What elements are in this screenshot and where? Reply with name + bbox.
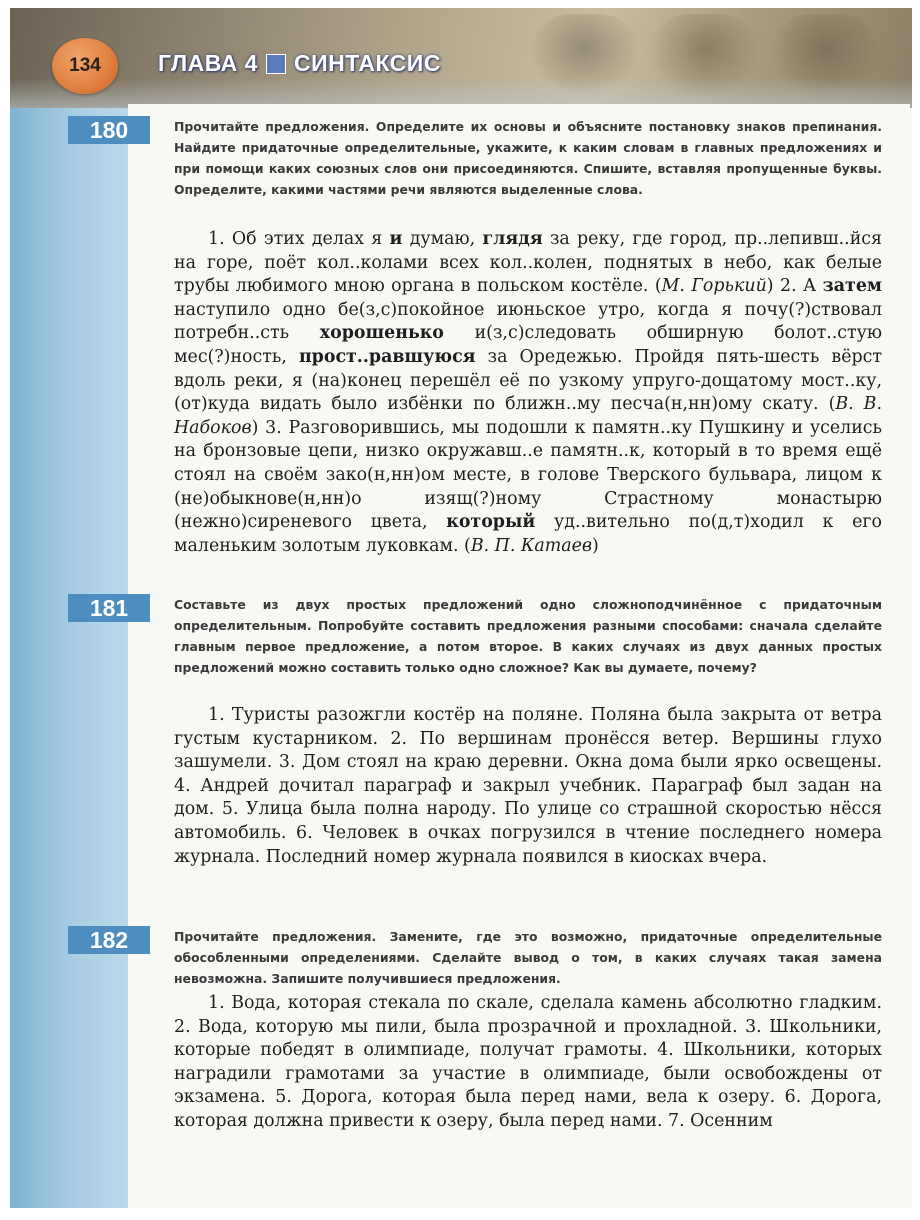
exercise-181-text: 1. Туристы разожгли костёр на поляне. Поляна была закрыта от ветра густым кустарником. 2. По вершинам пронёсся ветер. Вершины глухо зашумели. 3. Дом стоял на краю деревни. Окна дома были ярко освещены. 4. Андрей дочитал параграф и закрыл учебник. Параграф был задан на дом. 5. Улица была полна народу. По улице со страшной скоростью нёсся автомобиль. 6. Человек в очках погрузился в чтение последнего номера журнала. Последний номер журнала появился в киосках вчера. bbox=[174, 705, 882, 867]
header-band bbox=[10, 8, 912, 108]
section-label: СИНТАКСИС bbox=[293, 50, 441, 76]
exercise-number-181: 181 bbox=[68, 594, 150, 622]
header-sketch-illustration bbox=[530, 14, 640, 100]
square-bullet-icon bbox=[266, 54, 286, 74]
chapter-title bbox=[158, 50, 441, 77]
exercise-number-180: 180 bbox=[68, 116, 150, 144]
exercise-180-task: Прочитайте предложения. Определите их основы и объясните постановку знаков препинания. Найдите придаточные определительные, укажите, к каким словам в главных предложениях и при помощи каких союзных слов они присоединяются. Спишите, вставляя пропущенные буквы. Определите, какими частями речи являются выделенные слова. bbox=[174, 119, 882, 197]
header-sketch-illustration bbox=[650, 14, 760, 100]
exercise-182-task: Прочитайте предложения. Замените, где это возможно, придаточные определительные обособленными определениями. Сделайте вывод о том, в каких случаях такая замена невозможна. Запишите получившиеся предложения. bbox=[174, 929, 882, 986]
exercise-182-text: 1. Вода, которая стекала по скале, сделала камень абсолютно гладким. 2. Вода, которую мы пили, была прозрачной и прохладной. 3. Школьники, которые победят в олимпиаде, получат грамоты. 4. Школьники, которых наградили грамотами за участие в олимпиаде, были освобождены от экзамена. 5. Дорога, которая была перед нами, вела к озеру. 6. Дорога, которая должна привести к озеру, была перед нами. 7. Осенним bbox=[174, 993, 882, 1131]
header-sketch-illustration bbox=[770, 14, 880, 100]
exercise-181-task: Составьте из двух простых предложений одно сложноподчинённое с придаточным определительным. Попробуйте составить предложения разными способами: сначала сделайте главным первое предложение, а потом второе. В каких случаях из двух данных простых предложений можно составить только одно сложное? Как вы думаете, почему? bbox=[174, 597, 882, 675]
chapter-label: ГЛАВА 4 bbox=[158, 50, 258, 76]
exercise-number-182: 182 bbox=[68, 926, 150, 954]
exercise-180-text: 1. Об этих делах я и думаю, глядя за реку, где город, пр..лепивш..йся на горе, поёт кол..колами всех кол..колен, поднятых в небо, как белые трубы любимого мною органа в польском костёле. (М. Горький) 2. А затем наступило одно бе(з,с)покойное июньское утро, когда я почу(?)ствовал потребн..сть хорошенько и(з,с)следовать обширную болот..стую мес(?)ность, прост..равшуюся за Оредежью. Пройдя пять-шесть вёрст вдоль реки, я (на)конец перешёл её по узкому упруго-дощатому мост..ку, (от)куда видать было избёнки по ближн..му песча(н,нн)ому скату. (В. В. Набоков) 3. Разговорившись, мы подошли к памятн..ку Пушкину и уселись на бронзовые цепи, низко окружавш..е памятн..к, который в то время ещё стоял на своём зако(н,нн)ом месте, в голове Тверского бульвара, лицом к (не)обыкнове(н,нн)о изящ(?)ному Страстному монастырю (нежно)сиреневого цвета, который уд..вительно по(д,т)ходил к его маленьким золотым луковкам. (В. П. Катаев) bbox=[174, 229, 883, 556]
page-number: 134 bbox=[52, 38, 118, 94]
